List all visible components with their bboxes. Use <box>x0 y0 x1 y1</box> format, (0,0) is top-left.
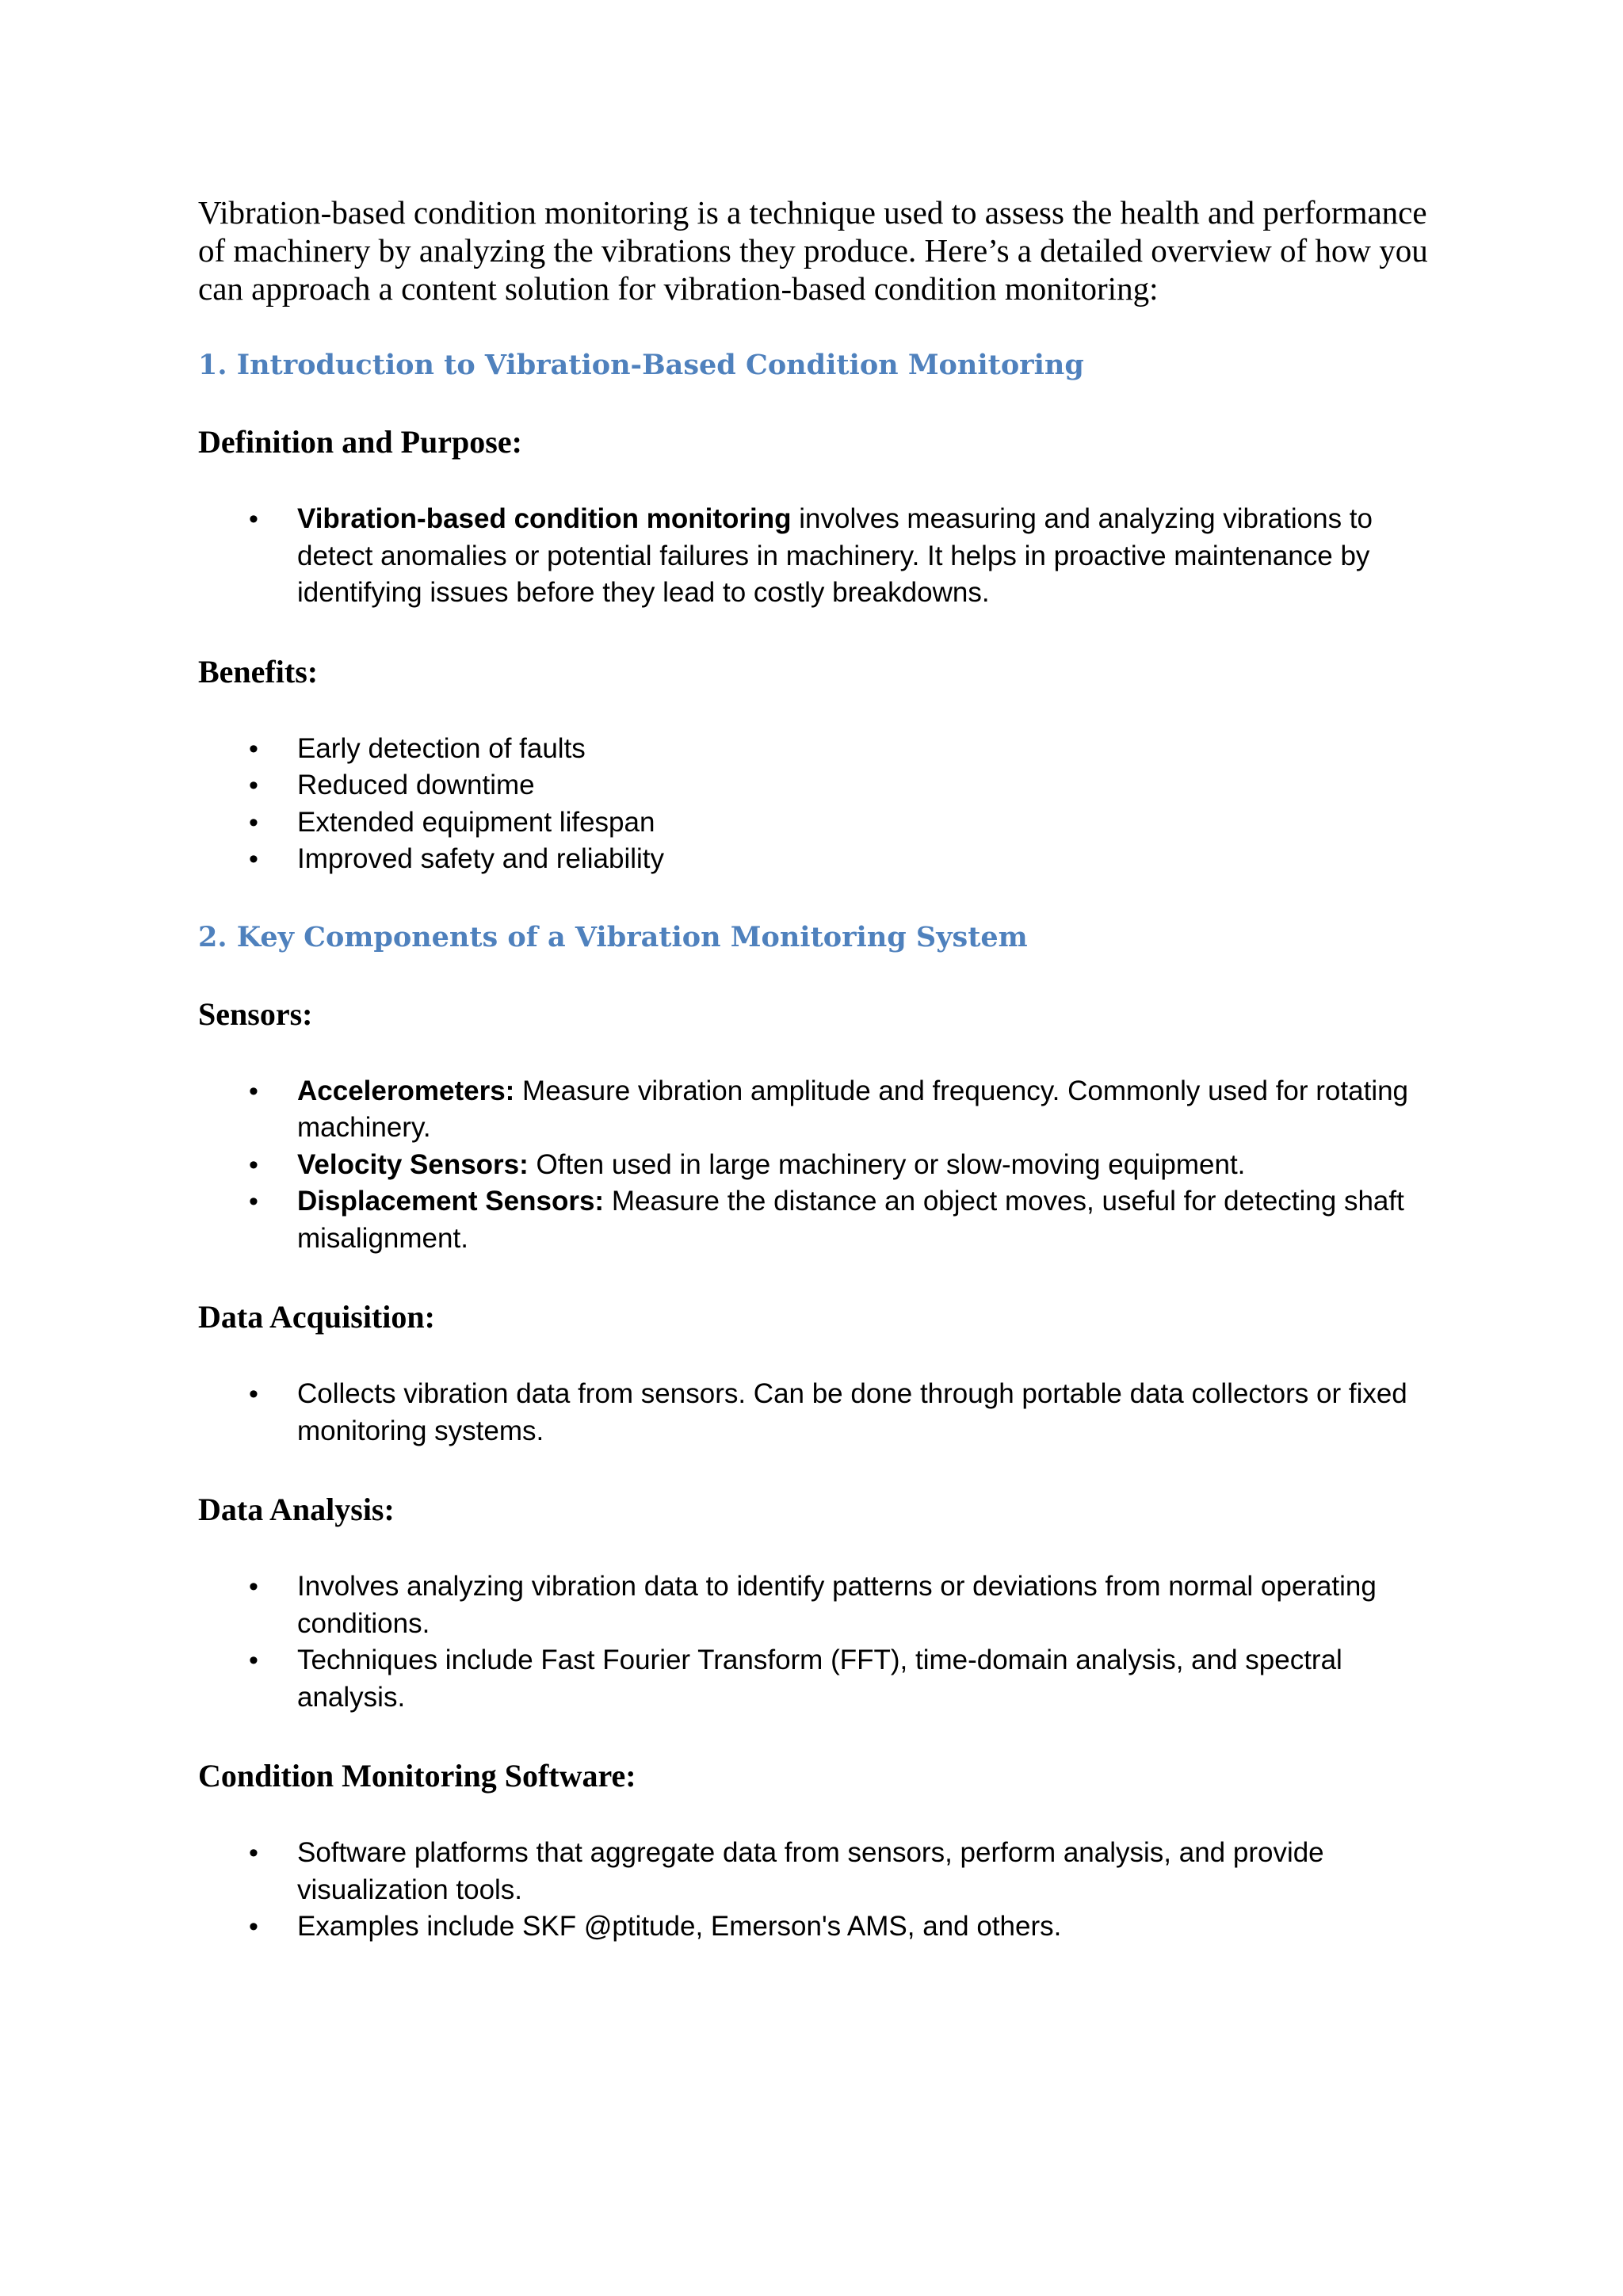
acquisition-heading: Data Acquisition: <box>198 1299 435 1335</box>
definition-heading: Definition and Purpose: <box>198 424 522 460</box>
bullet-icon: • <box>249 807 258 838</box>
bullet-icon: • <box>249 1912 258 1942</box>
list-item <box>198 1147 1434 1184</box>
analysis-list <box>198 1568 1434 1716</box>
bullet-icon: • <box>249 1075 258 1106</box>
intro-paragraph: Vibration-based condition monitoring is a technique used to assess the health and performance of machinery by analyzing the vibrations they produce. Here’s a detailed overview of how you can approach a content solution for vibration-based condition monitoring: <box>198 194 1428 307</box>
description: Measure the distance an object moves, useful for detecting shaft misalignment. <box>297 1186 1404 1254</box>
list-item: • Involves analyzing vibration data to identify patterns or deviations from normal operating conditions. <box>198 1568 1434 1642</box>
list-item <box>198 501 1434 612</box>
list-item: • Extended equipment lifespan <box>198 804 1434 842</box>
analysis-heading: Data Analysis: <box>198 1492 395 1527</box>
bullet-icon: • <box>249 844 258 874</box>
sensors-heading: Sensors: <box>198 995 313 1032</box>
bullet-icon: • <box>249 1645 258 1675</box>
bullet-icon: • <box>249 1572 258 1602</box>
term: Vibration-based condition monitoring <box>297 503 792 534</box>
term: Velocity Sensors: <box>297 1148 529 1180</box>
section-1-title: 1. Introduction to Vibration-Based Condition Monitoring <box>198 349 1084 381</box>
description: involves measuring and analyzing vibrations to detect anomalies or potential failures in machinery. It helps in proactive maintenance by identifying issues before they lead to costly breakdowns. <box>297 503 1373 608</box>
list-item <box>198 1183 1434 1257</box>
acquisition-list <box>198 1376 1434 1450</box>
list-item <box>198 1073 1434 1147</box>
list-item: • Collects vibration data from sensors. Can be done through portable data collectors or fixed monitoring systems. <box>198 1376 1434 1450</box>
definition-list <box>198 501 1434 612</box>
list-item: • Early detection of faults <box>198 731 1434 768</box>
bullet-icon: • <box>249 770 258 800</box>
bullet-icon: • <box>249 733 258 764</box>
description: Often used in large machinery or slow-moving equipment. <box>528 1148 1246 1180</box>
software-heading: Condition Monitoring Software: <box>198 1758 636 1794</box>
list-item: • Software platforms that aggregate data from sensors, perform analysis, and provide visualization tools. <box>198 1835 1434 1908</box>
bullet-icon: • <box>249 1149 258 1180</box>
list-item: • Techniques include Fast Fourier Transform (FFT), time-domain analysis, and spectral analysis. <box>198 1642 1434 1716</box>
benefits-list <box>198 731 1434 878</box>
list-item: • Reduced downtime <box>198 767 1434 804</box>
description: Measure vibration amplitude and frequency. Commonly used for rotating machinery. <box>297 1075 1409 1143</box>
bullet-icon: • <box>249 504 258 534</box>
bullet-icon: • <box>249 1838 258 1868</box>
term: Accelerometers: <box>297 1075 515 1106</box>
list-item: • Examples include SKF @ptitude, Emerson's AMS, and others. <box>198 1908 1434 1946</box>
document-page <box>198 193 1434 1987</box>
bullet-icon: • <box>249 1379 258 1409</box>
sensors-list <box>198 1073 1434 1258</box>
term: Displacement Sensors: <box>297 1186 605 1217</box>
software-list <box>198 1835 1434 1946</box>
bullet-icon: • <box>249 1186 258 1217</box>
benefits-heading: Benefits: <box>198 653 319 690</box>
section-2-title: 2. Key Components of a Vibration Monitoring System <box>198 920 1028 953</box>
list-item: • Improved safety and reliability <box>198 841 1434 878</box>
